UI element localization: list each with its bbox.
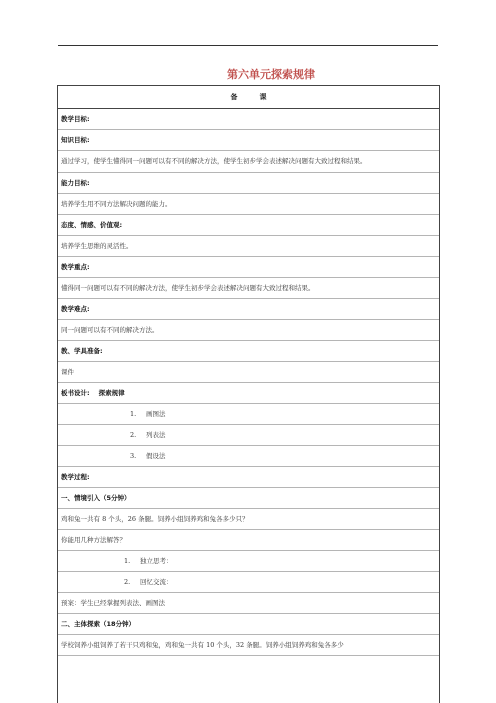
question-text: 你能用几种方法解答？ [58,530,439,551]
materials-heading: 教、学具准备: [58,341,439,362]
knowledge-goals-heading: 知识目标: [58,130,439,151]
key-points-text: 懂得同一问题可以有不同的解决方法，使学生初步学会表述解决问题有大致过程和结果。 [58,278,439,299]
attitude-text: 培养学生思维的灵活性。 [58,236,439,257]
knowledge-goals-text: 通过学习，使学生懂得同一问题可以有不同的解决方法，使学生初步学会表述解决问题有大致过程和结果。 [58,151,439,173]
difficulty-heading: 教学难点: [58,299,439,320]
step-2: 2. 回忆交流： [58,572,439,593]
ability-goals-heading: 能力目标: [58,173,439,194]
plan-note: 预案：学生已经掌握列表法、画图法 [58,593,439,614]
ability-goals-text: 培养学生用不同方法解决问题的能力。 [58,194,439,215]
section-1-heading: 一、情境引入（5分钟） [58,488,439,509]
lesson-plan-table [57,85,440,703]
board-design-heading: 板书设计: 探索规律 [58,383,439,404]
problem-text: 鸡和兔一共有 8 个头，26 条腿。饲养小组饲养鸡和兔各多少只？ [58,509,439,530]
attitude-heading: 态度、情感、价值观: [58,215,439,236]
top-rule [58,45,438,46]
board-item-1: 1. 画图法 [58,404,439,425]
board-item-3: 3. 假设法 [58,446,439,467]
key-points-heading: 教学重点: [58,257,439,278]
section-2-heading: 二、主体探索（18分钟） [58,614,439,635]
difficulty-text: 同一问题可以有不同的解决方法。 [58,320,439,341]
header-right: 课 [259,93,267,101]
process-heading: 教学过程: [58,467,439,488]
page-title: 第六单元探索规律 [227,68,315,81]
board-item-2: 2. 列表法 [58,425,439,446]
header-left: 备 [230,93,238,101]
step-1: 1. 独立思考： [58,551,439,572]
table-header [58,86,439,109]
problem-2-text: 学校饲养小组饲养了若干只鸡和兔，鸡和兔一共有 10 个头，32 条腿。饲养小组饲养鸡和兔各多少 [58,635,439,656]
materials-text: 课件 [58,362,439,383]
teaching-goals-heading: 教学目标: [58,109,439,130]
